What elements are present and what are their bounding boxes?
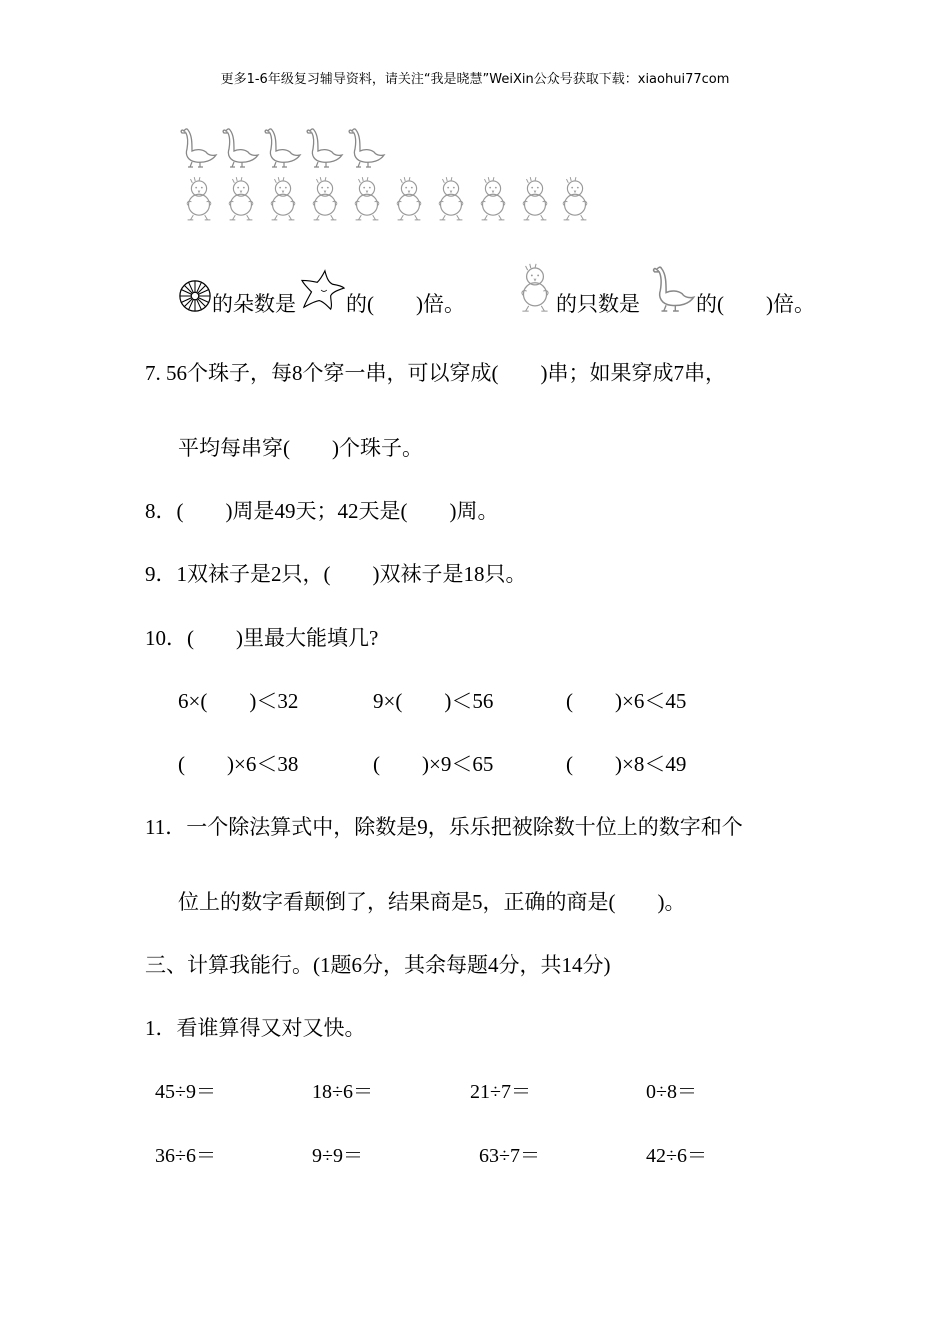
chick-icon: [264, 176, 302, 222]
question-10-title: 10．( )里最大能填几?: [145, 626, 379, 650]
goose-icon: [178, 124, 218, 170]
chick-icon: [180, 176, 218, 222]
calc-item: 9÷9＝: [312, 1145, 363, 1167]
inequality-item: 9×( )＜56: [373, 689, 494, 713]
inequality-item: ( )×9＜65: [373, 752, 494, 776]
calc-item: 45÷9＝: [155, 1081, 216, 1103]
inequality-item: 6×( )＜32: [178, 689, 299, 713]
q6-text-3: 的只数是: [556, 292, 640, 316]
question-11-line2: 位上的数字看颠倒了，结果商是5，正确的商是( )。: [178, 890, 686, 914]
goose-icon: [304, 124, 344, 170]
chick-icon: [222, 176, 260, 222]
q6-text-2: 的( )倍。: [346, 292, 465, 316]
calc-item: 36÷6＝: [155, 1145, 216, 1167]
header-notice: 更多1-6年级复习辅导资料，请关注“我是晓慧”WeiXin公众号获取下载：xiaohui77com: [220, 72, 730, 87]
question-7-line2: 平均每串穿( )个珠子。: [178, 436, 423, 460]
inequality-item: ( )×6＜38: [178, 752, 299, 776]
flower-icon: [178, 279, 212, 313]
chick-icon: [432, 176, 470, 222]
calc-item: 18÷6＝: [312, 1081, 373, 1103]
chick-icon: [390, 176, 428, 222]
calc-item: 21÷7＝: [470, 1081, 531, 1103]
question-8: 8．( )周是49天；42天是( )周。: [145, 499, 499, 523]
chick-icon: [516, 176, 554, 222]
section-3-title: 三、计算我能行。(1题6分，其余每题4分，共14分): [145, 953, 611, 977]
calc-item: 0÷8＝: [646, 1081, 697, 1103]
q6-text-4: 的( )倍。: [696, 292, 815, 316]
question-11-line1: 11．一个除法算式中，除数是9，乐乐把被除数十位上的数字和个: [145, 815, 743, 839]
question-9: 9．1双袜子是2只，( )双袜子是18只。: [145, 562, 527, 586]
goose-icon: [220, 124, 260, 170]
chick-icon: [556, 176, 594, 222]
inequality-item: ( )×8＜49: [566, 752, 687, 776]
calc-item: 63÷7＝: [479, 1145, 540, 1167]
calc-item: 42÷6＝: [646, 1145, 707, 1167]
chick-icon: [514, 262, 556, 314]
chick-icon: [348, 176, 386, 222]
question-7-line1: 7. 56个珠子，每8个穿一串，可以穿成( )串；如果穿成7串，: [145, 361, 726, 385]
q6-text-1: 的朵数是: [212, 292, 296, 316]
chick-icon: [474, 176, 512, 222]
star-flower-icon: [300, 268, 346, 312]
goose-icon: [262, 124, 302, 170]
section-3-q1-title: 1．看谁算得又对又快。: [145, 1016, 366, 1040]
goose-icon: [346, 124, 386, 170]
goose-icon: [650, 262, 696, 314]
inequality-item: ( )×6＜45: [566, 689, 687, 713]
chick-icon: [306, 176, 344, 222]
